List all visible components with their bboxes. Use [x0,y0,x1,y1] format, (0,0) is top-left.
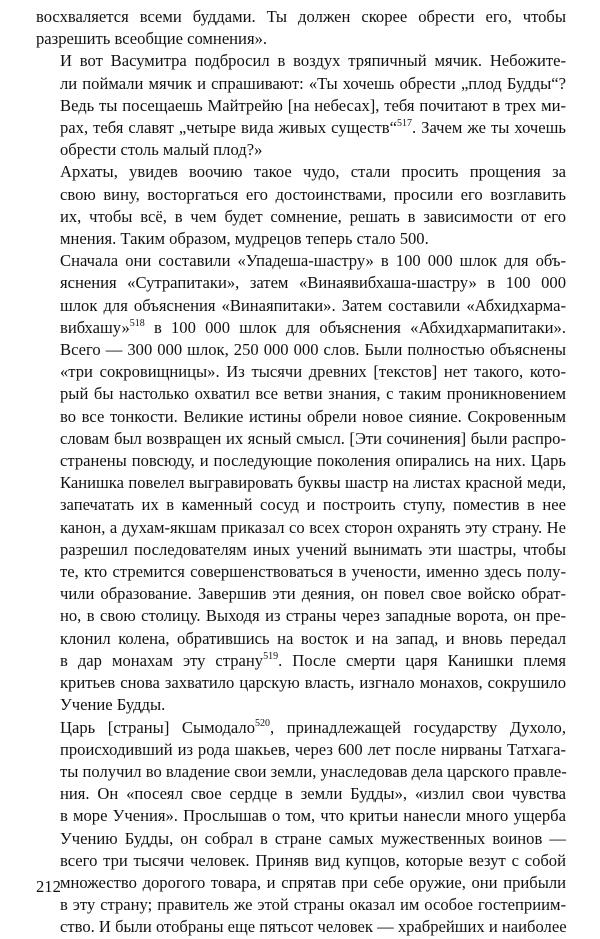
text-line: мнения. Таким образом, мудрецов теперь стало 500. [60,229,429,249]
text-line: в дар монахам эту страну$^{519}$. После смерти царя Канишки племя [60,650,566,670]
text-line: восхваляется всеми буддами. Ты должен скорее обрести его, чтобы [36,7,566,26]
text-line: разрешил последователям иных учений вынимать эти шастры, чтобы [60,539,566,559]
text-line: Ведь ты посещаешь Майтрейю [на небесах], тебя почитают в трех ми- [60,95,566,115]
text-line: критьев снова захватило царскую власть, изгнало монахов, сокрушило [60,673,566,693]
text-line: рах, тебя славят „четыре вида живых существ“$^{517}$. Зачем же ты хочешь [60,118,566,138]
footnote-marker: 517 [397,118,413,130]
text-line: запечатать их в каменный сосуд и построить ступу, поместив в нее [60,495,566,515]
text-line: ство. И были отобраны еще пятьсот человек — храбрейших и наиболее [60,917,567,937]
text-line: Царь [страны] Сымодало$^{520}$, принадлежащей государству Духоло, [60,717,566,737]
text-line: клонил колена, обратившись на восток и на запад, и вновь передал [60,628,566,648]
paragraph [36,717,566,939]
paragraph [36,50,566,161]
text-line: их, чтобы всё, в чем будет сомнение, решать в зависимости от его [60,206,566,226]
text-line: но, в свою столицу. Выходя из страны через западные ворота, он пре- [60,606,566,626]
text-line: свою вину, восторгаться его достоинствами, просили его возглавить [60,184,566,204]
text-line: обрести столь малый плод?» [60,140,263,160]
text-line: И вот Васумитра подбросил в воздух тряпичный мячик. Небожите- [60,51,566,71]
text-line: Учение Будды. [60,695,166,715]
text-line: те, кто стремится совершенствоваться в учености, именно здесь полу- [60,562,566,582]
paragraph [36,6,566,50]
text-line: во все тонкости. Великие истины обрели новое сияние. Сокровенным [60,406,566,426]
text-line: всего три тысячи человек. Приняв вид купцов, которые везут с собой [60,850,566,870]
footnote-marker: 519 [263,650,279,662]
text-line: Всего — 300 000 шлок, 250 000 000 слов. Были полностью объяснены [60,340,566,360]
text-line: «три сокровищницы». Из тысячи древних [текстов] нет такого, кото- [60,362,566,382]
text-line: в эту страну; правитель же этой страны оказал им особое гостеприим- [60,895,566,915]
text-line: яснения «Сутрапитаки», затем «Винаявибхаша-шастру» в 100 000 [60,273,566,293]
text-line: Учению Будды, он собрал в стране самых мужественных воинов — [60,828,566,848]
paragraph [36,161,566,250]
page-body [36,6,566,939]
text-line: чили образование. Завершив эти деяния, он повел свое войско обрат- [60,584,566,604]
paragraph [36,250,566,716]
text-line: множество дорогого товара, и спрятав при себе оружие, они прибыли [60,872,566,892]
text-line: Сначала они составили «Упадеша-шастру» в 100 000 шлок для объ- [60,251,566,271]
text-line: рый бы настолько охватил все ветви знания, с таким проникновением [60,384,566,404]
text-line: Канишка повелел выгравировать буквы шастр на листах красной меди, [60,473,566,493]
text-line: в море Учения». Прослышав о том, что критьи нанесли много ущерба [60,806,566,826]
text-line: канон, а духам-якшам приказал со всех сторон охранять эту страну. Не [60,517,566,537]
text-line: Архаты, увидев воочию такое чудо, стали просить прощения за [60,162,566,182]
text-line: происходивший из рода шакьев, через 600 лет после нирваны Татхага- [60,739,566,759]
text-line: разрешить всеобщие сомнения». [36,29,268,49]
footnote-marker: 518 [129,317,145,329]
text-line: ния. Он «посеял свое сердце в земли Будды», «излил свои чувства [60,784,566,804]
text-line: странены повсюду, и последующие поколения опирались на них. Царь [60,451,566,471]
footnote-marker: 520 [255,717,270,729]
text-line: словам был возвращен их ясный смысл. [Эти сочинения] были распро- [60,428,566,448]
text-line: шлок для объяснения «Винаяпитаки». Затем составили «Абхидхарма- [60,295,566,315]
page-number: 212 [36,877,61,896]
text-line: ты получил во владение свои земли, унаследовав дела царского правле- [60,761,567,781]
text-line: ли поймали мячик и спрашивают: «Ты хочешь обрести „плод Будды“? [60,73,566,93]
text-line: вибхашу»$^{518}$ в 100 000 шлок для объяснения «Абхидхармапитаки». [60,317,566,337]
